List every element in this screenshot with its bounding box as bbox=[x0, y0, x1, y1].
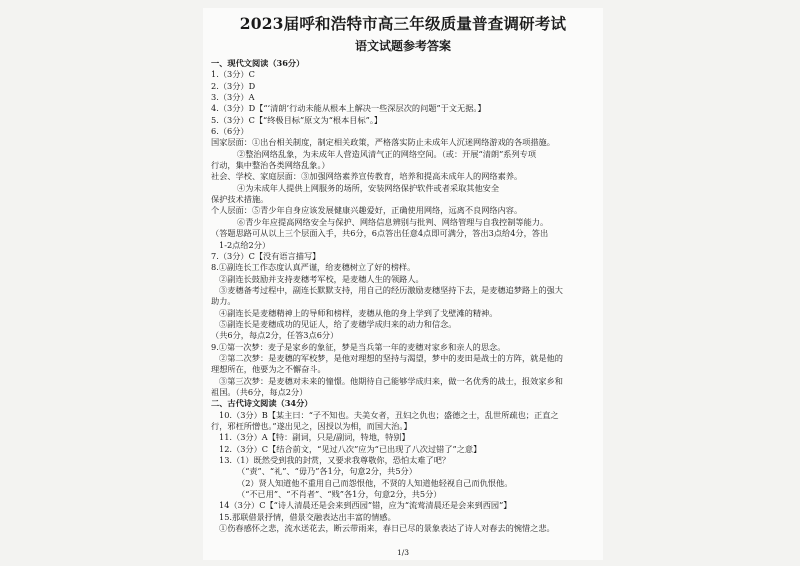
section-heading: 二、古代诗文阅读（34分） bbox=[211, 398, 313, 409]
answer-line: 理想所在，他要为之不懈奋斗。 bbox=[211, 364, 326, 375]
answer-line: 12.（3分）C【结合前文，“见过八次”应为“已出现了八次过错了”之意】 bbox=[219, 443, 482, 454]
answer-line: 个人层面：⑤青少年自身应该发展健康兴趣爱好，正确使用网络，远离不良网络内容。 bbox=[211, 205, 523, 216]
answer-line: ④副连长是麦穗精神上的导师和榜样，麦穗从他的身上学到了戈壁滩的精神。 bbox=[219, 307, 498, 318]
answer-line: 1.（3分）C bbox=[211, 69, 255, 80]
answer-line: 行动，集中整治各类网络乱象。） bbox=[211, 160, 330, 171]
answer-line: ⑤副连长是麦穗成功的见证人，给了麦穗学成归来的动力和信念。 bbox=[219, 318, 457, 329]
answer-line: ⑥青少年应提高网络安全与保护、网络信息辨别与批判、网络管理与自我控制等能力。 bbox=[237, 216, 549, 227]
answer-line: ②第二次梦：是麦穗的军校梦，是他对理想的坚持与渴望，梦中的麦田是战士的方阵，就是他的 bbox=[219, 352, 563, 363]
answer-line: （2）贤人知道他不重用自己而怨恨他，不贤的人知道他轻视自己而仇恨他。 bbox=[237, 477, 513, 488]
answer-line: 10.（3分）B【某主曰：“子不知也。夫美女者，丑妇之仇也；盛德之士，乱世所疏也；正直之 bbox=[219, 409, 559, 420]
answer-line: 14（3分）C【“诗人清晨还是会来到西园”错，应为“流莺清晨还是会来到西园”】 bbox=[219, 500, 512, 511]
answer-line: ④为未成年人提供上网服务的场所，安装网络保护软件或者采取其他安全 bbox=[237, 182, 500, 193]
answer-line: （“不已用”、“不肖者”、“贱”各1分，句意2分，共5分） bbox=[237, 489, 442, 500]
answer-line: 7.（3分）C【没有语言描写】 bbox=[211, 250, 321, 261]
answer-line: 2.（3分）D bbox=[211, 80, 256, 91]
answer-line: 8.①副连长工作态度认真严谨，给麦穗树立了好的榜样。 bbox=[211, 262, 416, 273]
answer-line: （共6分，每点2分，任答3点6分） bbox=[211, 330, 339, 341]
answer-line: 3.（3分）A bbox=[211, 92, 255, 103]
answer-line: 13.（1）既然受到我的封赏，又要求我尊敬你，恐怕太难了吧？ bbox=[219, 455, 451, 466]
answer-line: 6.（6分） bbox=[211, 126, 249, 137]
answer-line: 1-2点给2分） bbox=[219, 239, 271, 250]
answer-line: ③第三次梦：是麦穗对未来的憧憬。他期待自己能够学成归来，做一名优秀的战士，报效家乡和 bbox=[219, 375, 563, 386]
exam-title: 2023届呼和浩特市高三年级质量普查调研考试 bbox=[239, 14, 567, 33]
answer-line: 行，邪枉所憎也。”遂出见之，因授以为相，而国大治。】 bbox=[211, 421, 412, 431]
answer-line: 祖国。（共6分，每点2分） bbox=[211, 386, 308, 397]
answer-line: 15.那联借景抒情，借景交融表达出丰富的情感。 bbox=[219, 511, 396, 522]
answer-line: 5.（3分）C【“终极目标”原文为“根本目标”。】 bbox=[211, 114, 383, 125]
answer-key-page bbox=[203, 8, 603, 560]
answer-line: 保护技术措施。 bbox=[211, 194, 269, 205]
answer-line: 4.（3分）D【“‘清朗’行动未能从根本上解决一些深层次的问题”于文无据。】 bbox=[211, 103, 486, 114]
section-heading: 一、现代文阅读（36分） bbox=[211, 58, 305, 68]
answer-line: 9.①第一次梦：麦子是家乡的象征，梦是当兵第一年的麦穗对家乡和亲人的思念。 bbox=[211, 341, 506, 352]
answer-line: 助力。 bbox=[211, 296, 236, 307]
answer-line: ①伤春感怀之悲，流水送花去，断云带雨来，春日已尽的景象表达了诗人对春去的惋惜之悲。 bbox=[219, 523, 555, 534]
answer-line: ③麦穗备考过程中，副连长默默支持，用自己的经历激励麦穗坚持下去，是麦穗追梦路上的强大 bbox=[219, 284, 563, 295]
page-number: 1/3 bbox=[396, 548, 410, 557]
answer-line: （“责”、“礼”、“毋乃”各1分，句意2分，共5分） bbox=[237, 466, 417, 477]
answer-line: 国家层面：①出台相关制度，制定相关政策，严格落实防止未成年人沉迷网络游戏的各项措施。 bbox=[211, 137, 555, 148]
document-subtitle: 语文试题参考答案 bbox=[354, 39, 451, 53]
answer-line: （答题思路可从以上三个层面入手，共6分，6点答出任意4点即可满分，答出3点给4分，答出 bbox=[211, 228, 549, 239]
answer-line: ②副连长鼓励并支持麦穗考军校，是麦穗人生的领路人。 bbox=[219, 273, 424, 284]
answer-line: 11.（3分）A【特：副词，只是/副词，特地，特别】 bbox=[219, 432, 410, 443]
answer-body bbox=[211, 58, 597, 534]
answer-line: ②整治网络乱象，为未成年人营造风清气正的网络空间。（或：开展“清朗”系列专项 bbox=[237, 148, 537, 159]
answer-line: 社会、学校、家庭层面：③加强网络素养宣传教育，培养和提高未成年人的网络素养。 bbox=[211, 171, 523, 182]
